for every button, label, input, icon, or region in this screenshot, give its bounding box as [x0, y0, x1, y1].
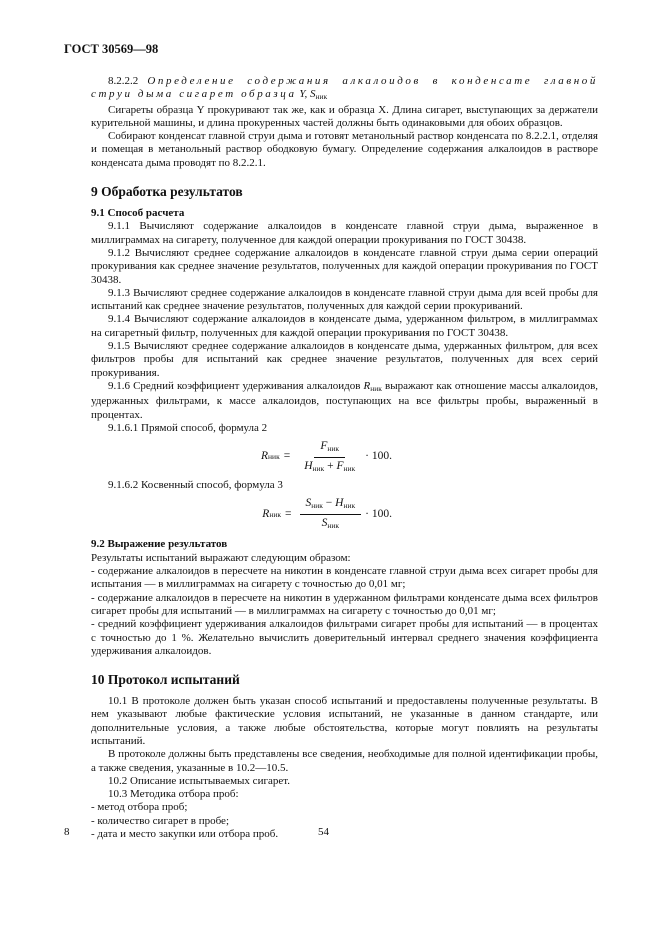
paragraph: Сигареты образца Y прокуривают так же, как и образца X. Длина сигарет, выступающих за держатели курительной машины, и длина прокуренных частей должны быть одинаковыми для обоих образцов.	[91, 103, 598, 129]
var-s: S	[305, 496, 312, 509]
formula-lhs: R	[262, 507, 270, 520]
subscript: ник	[343, 500, 356, 510]
paragraph: Собирают конденсат главной струи дыма и готовят метанольный раствор конденсата по 8.2.2.1, отделяя и помещая в метанольный раствор ободковую бумагу. Определение содержания алкалоидов в растворе конденсата дыма проводят по 8.2.2.1.	[91, 130, 598, 169]
paragraph: 9.1.6.2 Косвенный способ, формула 3	[108, 479, 283, 492]
text: 9.1.6 Средний коэффициент удерживания алкалоидов	[108, 379, 361, 392]
var-r: R	[363, 379, 371, 392]
multiplier: · 100.	[365, 507, 392, 520]
minus-sign: −	[325, 496, 333, 509]
document-header: ГОСТ 30569—98	[64, 42, 159, 56]
paragraph: 9.1.3 Вычисляют среднее содержание алкалоидов в конденсате главной струи дыма для всей пробы для испытаний как среднее значение результатов, полученных для каждой серии прокуриваний.	[91, 286, 598, 313]
subscript: ник	[327, 443, 340, 453]
document-body	[91, 75, 598, 841]
var-h: H	[335, 496, 344, 509]
list-item: - количество сигарет в пробе;	[91, 814, 229, 827]
subscript: ник	[311, 500, 323, 510]
denominator	[316, 515, 345, 533]
paragraph: В протоколе должны быть представлены все сведения, необходимые для полной идентификации пробы, а также сведения, указанные в 10.2—10.5.	[91, 748, 598, 774]
var-y: Y,	[299, 88, 308, 101]
subsection-9-2-heading: 9.2 Выражение результатов	[91, 538, 228, 551]
subscript: ник	[312, 463, 325, 473]
clause-number: 8.2.2.2	[108, 75, 139, 87]
list-item: - содержание алкалоидов в пересчете на никотин в удержанном фильтрами конденсате дыма всех фильтров сигарет пробы для испытаний — в миллиграммах на сигарету с точностью до 0,01 мг;	[91, 591, 598, 617]
paragraph: 9.1.6.1 Прямой способ, формула 2	[108, 421, 268, 434]
var-f: F	[336, 459, 344, 472]
fraction	[300, 496, 362, 533]
equals-sign: =	[283, 450, 291, 463]
subscript: ник	[343, 463, 356, 473]
paragraph: Результаты испытаний выражают следующим образом:	[91, 551, 351, 564]
list-item: - средний коэффициент удерживания алкалоидов фильтрами сигарет пробы для испытаний — в процентах с точностью до 1 %. Желательно вычислить доверительный интервал среднего значения коэффициента удерживания алкалоидов.	[91, 618, 598, 657]
plus-sign: +	[327, 459, 334, 472]
formula-subscript: ник	[269, 509, 281, 519]
subscript-nik: ник	[315, 92, 328, 102]
paragraph: 9.1.4 Вычисляют содержание алкалоидов в конденсате дыма, удержанном фильтром, в миллиграммах на сигаретный фильтр, полученных для каждой операции прокуривания по ГОСТ 30438.	[91, 313, 598, 339]
subsection-8-2-2-2-title	[91, 75, 598, 104]
subscript-nik: ник	[370, 383, 382, 393]
paragraph: 10.1 В протоколе должен быть указан способ испытаний и предоставлены полученные результаты. В нем указывают любые фактические условия испытаний, не указанные в данном стандарте, или дополнительные условия, а также любые обстоятельства, которые могут повлиять на результаты испытаний.	[91, 695, 598, 747]
list-item: - метод отбора проб;	[91, 801, 188, 814]
formula-3	[91, 494, 598, 534]
equals-sign: =	[285, 507, 292, 520]
var-f: F	[320, 439, 328, 452]
paragraph: 9.1.1 Вычисляют содержание алкалоидов в конденсате главной струи дыма, выраженное в миллиграммах на сигарету, полученное для каждой операции прокуривания по ГОСТ 30438.	[91, 220, 598, 246]
section-10-heading: 10 Протокол испытаний	[91, 672, 240, 688]
paragraph: 10.3 Методика отбора проб:	[108, 788, 239, 801]
text: выражают как отношение массы алкалоидов, удержанных фильтрами, к массе алкалоидов, поступающих на все фильтры пробы, выраженный в процентах.	[91, 379, 599, 421]
paragraph: 9.1.2 Вычисляют среднее содержание алкалоидов в конденсате главной струи дыма серии операций прокуривания как среднее значение результатов, полученных для каждой операции прокуривания по ГОСТ 30438.	[91, 246, 598, 286]
list-item: - дата и место закупки или отбора проб.	[91, 828, 279, 841]
formula-subscript: ник	[268, 452, 280, 462]
section-9-heading: 9 Обработка результатов	[91, 184, 243, 200]
subsection-9-1-heading: 9.1 Способ расчета	[91, 207, 185, 220]
formula-lhs: R	[261, 450, 269, 463]
multiplier: · 100.	[365, 450, 392, 463]
subscript: ник	[327, 520, 340, 530]
var-h: H	[304, 459, 313, 472]
numerator	[300, 496, 362, 515]
formula-2	[91, 437, 598, 477]
paragraph-9-1-6	[91, 380, 598, 422]
page-number-local: 8	[64, 826, 70, 838]
fraction	[298, 439, 361, 476]
var-s: S	[321, 516, 328, 529]
clause-title: Определение содержания алкалоидов в конденсате главной струи дыма сигарет образца	[91, 75, 599, 101]
paragraph: 9.1.5 Вычисляют среднее содержание алкалоидов в конденсате дыма, удержанных фильтром, для всех фильтров пробы для испытаний как среднее значение результатов, полученных для всех серий прокуривания.	[91, 340, 598, 379]
paragraph: 10.2 Описание испытываемых сигарет.	[108, 774, 290, 787]
denominator	[298, 458, 361, 476]
var-s: S	[309, 88, 316, 101]
page-number-global: 54	[318, 826, 329, 838]
list-item: - содержание алкалоидов в пересчете на никотин в конденсате главной струи дыма всех сигарет пробы для испытания — в миллиграммах на сигарету с точностью до 0,01 мг;	[91, 565, 598, 591]
numerator	[314, 439, 345, 458]
